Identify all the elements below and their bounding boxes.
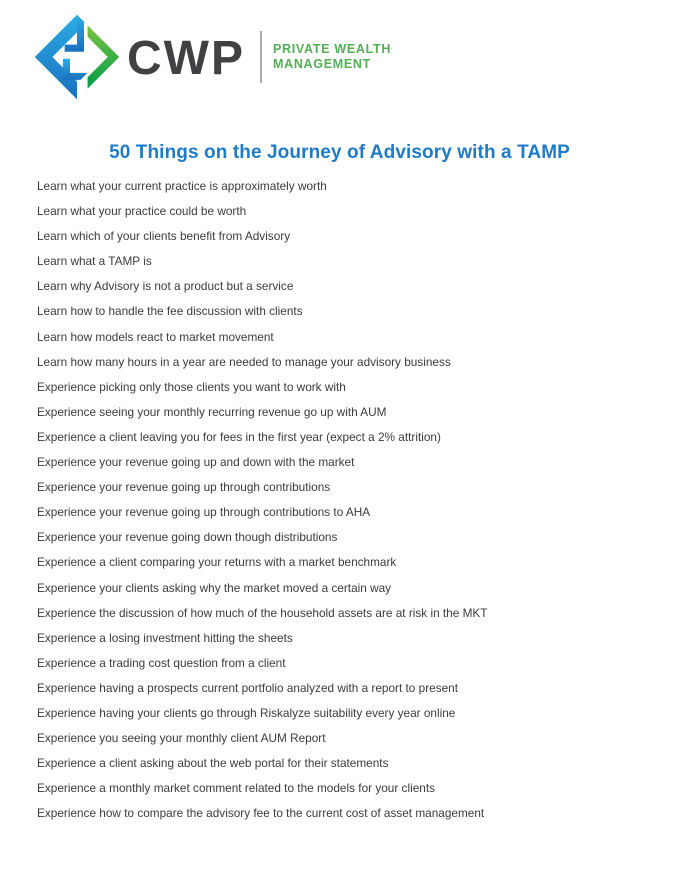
list-item: Experience your revenue going up through contributions to AHA xyxy=(37,505,371,520)
cwp-diamond-icon xyxy=(33,13,121,101)
list-item: Learn what your practice could be worth xyxy=(37,204,247,219)
list-item: Experience picking only those clients you want to work with xyxy=(37,379,346,394)
list-item: Experience a losing investment hitting the sheets xyxy=(37,630,293,645)
list-item: Learn what your current practice is approximately worth xyxy=(37,179,327,193)
list-item: Experience your revenue going down though distributions xyxy=(37,530,338,545)
list-item: Learn why Advisory is not a product but a service xyxy=(37,279,294,294)
list-item: Experience a client asking about the web portal for their statements xyxy=(37,756,389,771)
list-item: Learn what a TAMP is xyxy=(37,254,152,269)
list-item: Experience your clients asking why the market moved a certain way xyxy=(37,580,392,595)
list-item: Learn how models react to market movement xyxy=(37,329,274,344)
list-item: Learn how many hours in a year are needed to manage your advisory business xyxy=(37,354,451,369)
list-item: Experience the discussion of how much of the household assets are at risk in the MKT xyxy=(37,605,488,620)
list-item: Learn which of your clients benefit from Advisory xyxy=(37,229,291,244)
list-item: Experience how to compare the advisory fee to the current cost of asset management xyxy=(37,806,485,821)
list-item: Experience you seeing your monthly client AUM Report xyxy=(37,731,326,746)
list-item: Experience a monthly market comment related to the models for your clients xyxy=(37,781,435,796)
list-item: Experience having a prospects current portfolio analyzed with a report to present xyxy=(37,680,458,695)
list-item: Experience a client leaving you for fees in the first year (expect a 2% attrition) xyxy=(37,429,441,444)
list-item: Experience seeing your monthly recurring revenue go up with AUM xyxy=(37,404,387,419)
logo-divider xyxy=(260,31,262,83)
tagline-line-2: MANAGEMENT xyxy=(272,57,371,71)
brand-wordmark: CWP xyxy=(127,32,245,85)
logo-tagline xyxy=(273,42,391,72)
cwp-logo xyxy=(33,13,391,101)
list-item: Experience your revenue going up through contributions xyxy=(37,480,331,495)
list-item: Experience a trading cost question from a client xyxy=(37,655,286,670)
tagline-line-1: PRIVATE WEALTH xyxy=(272,42,392,56)
list-item: Experience having your clients go through Riskalyze suitability every year online xyxy=(37,705,456,720)
page-title: 50 Things on the Journey of Advisory with a TAMP xyxy=(109,142,570,163)
list-item: Learn how to handle the fee discussion with clients xyxy=(37,304,303,319)
list-item: Experience a client comparing your returns with a market benchmark xyxy=(37,555,397,570)
list-item: Experience your revenue going up and down with the market xyxy=(37,455,355,470)
things-list xyxy=(37,174,663,826)
